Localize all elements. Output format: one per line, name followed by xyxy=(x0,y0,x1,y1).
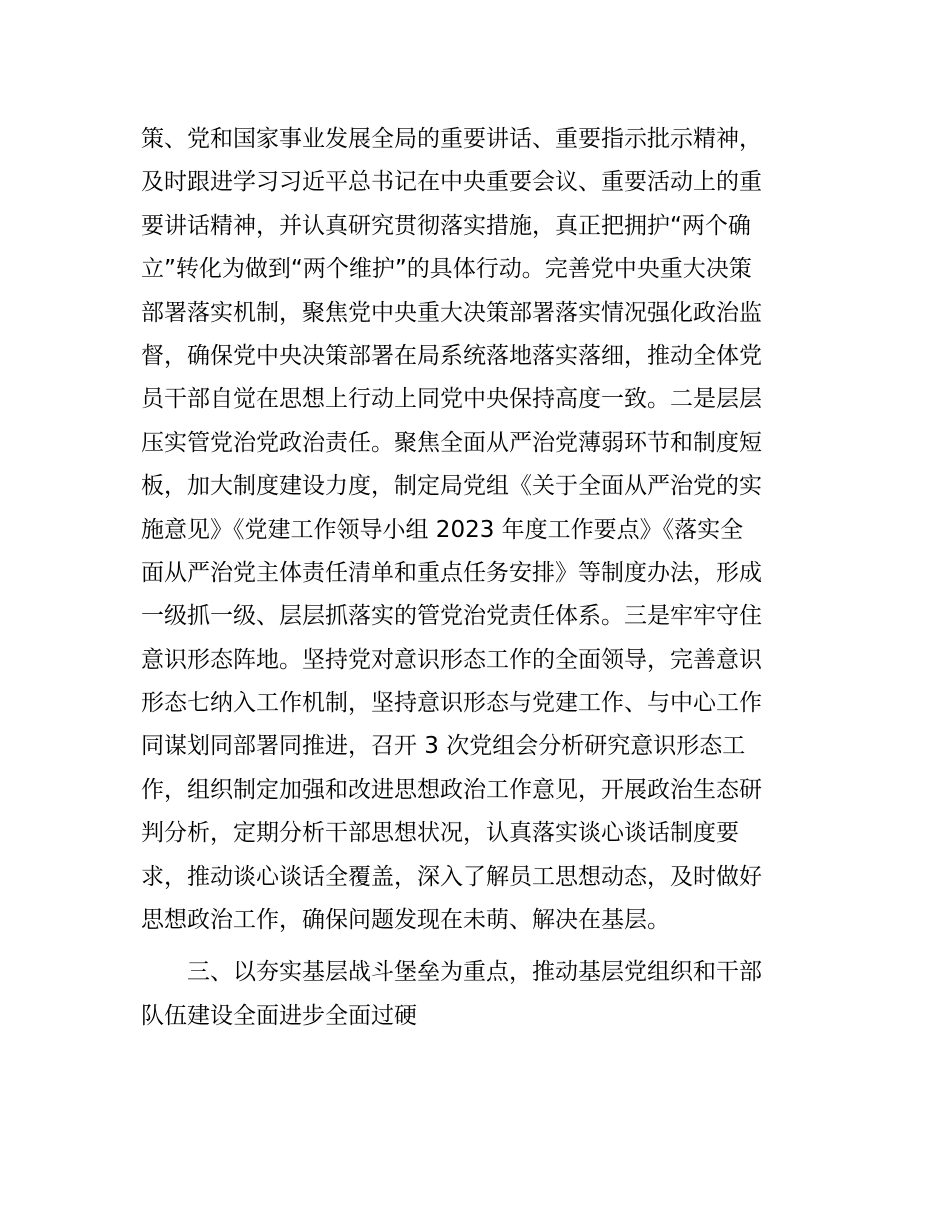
paragraph-line: 同谋划同部署同推进，召开 3 次党组会分析研究意识形态工 xyxy=(141,733,746,760)
paragraph-line: 求，推动谈心谈话全覆盖，深入了解员工思想动态，及时做好 xyxy=(141,863,762,890)
paragraph-line: 员干部自觉在思想上行动上同党中央保持高度一致。二是层层 xyxy=(141,386,762,413)
paragraph-line: 思想政治工作，确保问题发现在未萌、解决在基层。 xyxy=(141,907,670,934)
paragraph-line: 形态七纳入工作机制，坚持意识形态与党建工作、与中心工作 xyxy=(141,690,762,717)
paragraph-line: 判分析，定期分析干部思想状况，认真落实谈心谈话制度要 xyxy=(141,820,739,847)
paragraph-line: 要讲话精神，并认真研究贯彻落实措施，真正把拥护“两个确 xyxy=(141,212,751,239)
document-body xyxy=(141,118,821,1038)
paragraph-line: 施意见》《党建工作领导小组 2023 年度工作要点》《落实全 xyxy=(141,516,744,543)
paragraph-line: 压实管党治党政治责任。聚焦全面从严治党薄弱环节和制度短 xyxy=(141,429,762,456)
heading-line: 队伍建设全面进步全面过硬 xyxy=(141,1002,417,1029)
paragraph-line: 板，加大制度建设力度，制定局党组《关于全面从严治党的实 xyxy=(141,473,762,500)
paragraph-line: 面从严治党主体责任清单和重点任务安排》等制度办法，形成 xyxy=(141,559,762,586)
paragraph-line: 部署落实机制，聚焦党中央重大决策部署落实情况强化政治监 xyxy=(141,299,762,326)
section-heading xyxy=(141,951,821,1038)
paragraph-line: 策、党和国家事业发展全局的重要讲话、重要指示批示精神， xyxy=(141,126,762,152)
paragraph-line: 作，组织制定加强和改进思想政治工作意见，开展政治生态研 xyxy=(141,776,762,803)
paragraph-line: 意识形态阵地。坚持党对意识形态工作的全面领导，完善意识 xyxy=(141,646,762,673)
body-paragraph xyxy=(141,118,821,942)
paragraph-line: 一级抓一级、层层抓落实的管党治党责任体系。三是牢牢守住 xyxy=(141,603,762,630)
paragraph-line: 及时跟进学习习近平总书记在中央重要会议、重要活动上的重 xyxy=(141,169,762,196)
paragraph-line: 立”转化为做到“两个维护”的具体行动。完善党中央重大决策 xyxy=(141,256,752,283)
paragraph-line: 督，确保党中央决策部署在局系统落地落实落细，推动全体党 xyxy=(141,342,762,369)
heading-line: 三、以夯实基层战斗堡垒为重点，推动基层党组织和干部 xyxy=(187,959,762,986)
